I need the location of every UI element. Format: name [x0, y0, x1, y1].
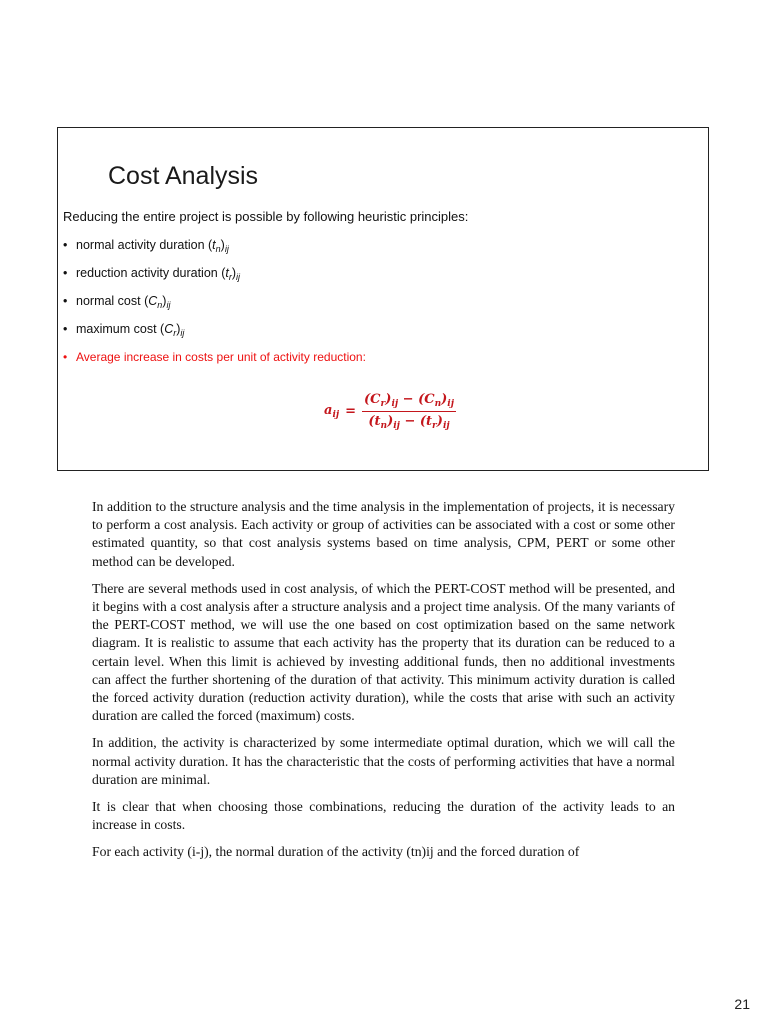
slide-intro: Reducing the entire project is possible by following heuristic principles: [63, 209, 469, 224]
body-text [92, 498, 675, 871]
page-number: 21 [734, 996, 750, 1012]
paragraph-normal-duration: In addition, the activity is characterized by some intermediate optimal duration, which we will call the normal activity duration. It has the characteristic that the costs of performing activities that have a normal duration are minimal. [92, 735, 675, 787]
formula-fraction [362, 392, 456, 431]
bullet-average-increase: • Average increase in costs per unit of activity reduction: [63, 350, 366, 364]
paragraph-each-activity: For each activity (i-j), the normal duration of the activity (tn)ij and the forced duration of [92, 844, 580, 860]
slide-frame [57, 127, 709, 471]
slide-title: Cost Analysis [108, 162, 259, 190]
bullet-dot: • [63, 350, 68, 364]
bullet-normal-cost: • normal cost $(C_n)_{ij}$ [63, 294, 171, 310]
bullet-list [63, 236, 366, 376]
cost-slope-formula [324, 392, 456, 431]
formula-numerator: $(C_r)_{ij} - (C_n)_{ij}$ [362, 392, 456, 412]
paragraph-intro: In addition to the structure analysis and the time analysis in the implementation of projects, it is necessary to perform a cost analysis. Each activity or group of activities can be associated with a cost or some other estimated quantity, so that cost analysis systems based on time analysis, CPM, PERT or some other method can be developed. [92, 499, 675, 569]
formula-lhs: $a_{ij}$ [324, 403, 340, 420]
paragraph-methods: There are several methods used in cost analysis, of which the PERT-COST method will be presented, and it begins with a cost analysis after a structure analysis and a project time analysis. Of the many variants of the PERT-COST method, we will use the one based on cost optimization based on the same network diagram. It is realistic to assume that each activity has the property that its duration can be reduced to a certain level. When this limit is achieved by investing additional funds, then no additional investments can affect the further shortening of the duration of that activity. This minimum activity duration is called the forced activity duration (reduction activity duration), while the costs that arise with such an activity duration are called the forced (maximum) costs. [92, 580, 675, 724]
bullet-dot: • [63, 266, 68, 280]
bullet-normal-duration: • normal activity duration $(t_n)_{ij}$ [63, 238, 229, 254]
bullet-maximum-cost: • maximum cost $(C_r)_{ij}$ [63, 322, 185, 338]
formula-denominator: $(t_n)_{ij} - (t_r)_{ij}$ [368, 414, 450, 431]
bullet-dot: • [63, 322, 68, 336]
bullet-dot: • [63, 238, 68, 252]
paragraph-combinations: It is clear that when choosing those combinations, reducing the duration of the activity leads to an increase in costs. [92, 799, 675, 833]
bullet-dot: • [63, 294, 68, 308]
formula-equals: = [345, 404, 357, 419]
bullet-reduction-duration: • reduction activity duration $(t_r)_{ij}$ [63, 266, 241, 282]
